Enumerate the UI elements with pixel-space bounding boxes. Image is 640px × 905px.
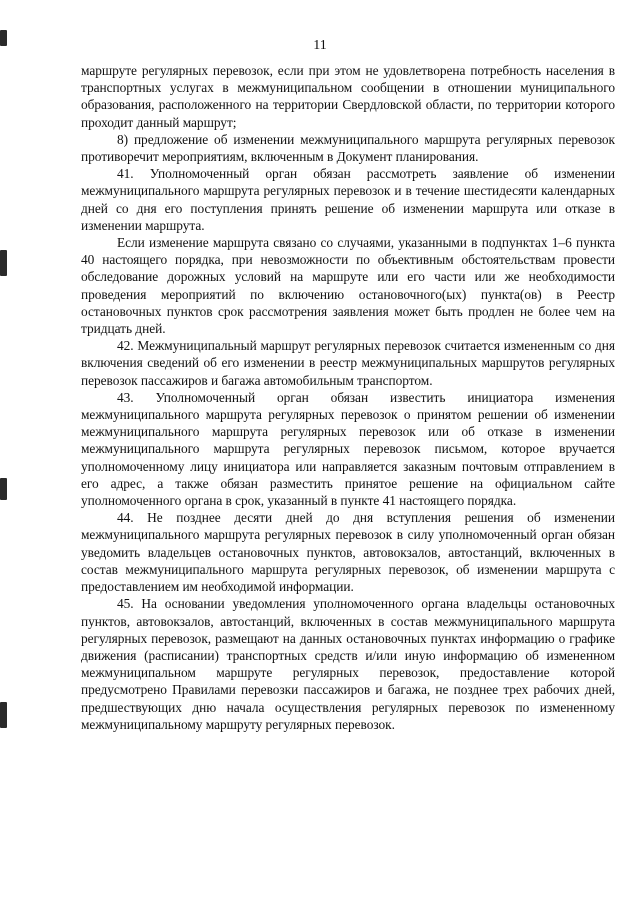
page-number: 11 bbox=[313, 38, 327, 53]
scan-binding-mark bbox=[0, 478, 7, 500]
scan-binding-mark bbox=[0, 250, 7, 276]
paragraph-42: 42. Межмуниципальный маршрут регулярных перевозок считается измененным со дня включения сведений об его изменении в реестр межмуниципальных маршрутов регулярных перевозок пассажиров и багажа автомобильным транспортом. bbox=[81, 338, 615, 388]
scan-binding-mark bbox=[0, 702, 7, 728]
paragraph-44: 44. Не позднее десяти дней до дня вступления решения об изменении межмуниципального маршрута регулярных перевозок в силу уполномоченный орган обязан уведомить владельцев остановочных пунктов, автовокзалов, автостанций, включенных в состав межмуниципального маршрута регулярных перевозок, об изменении маршрута с предоставлением им необходимой информации. bbox=[81, 510, 615, 595]
paragraph-43: 43. Уполномоченный орган обязан известить инициатора изменения межмуниципального маршрута регулярных перевозок о принятом решении об изменении межмуниципального маршрута регулярных перевозок или об отказе в изменении межмуниципального маршрута регулярных перевозок письмом, которое вручается уполномоченному лицу инициатора или направляется заказным почтовым отправлением в его адрес, а также обязан разместить принятое решение на официальном сайте уполномоченного органа в срок, указанный в пункте 41 настоящего порядка. bbox=[81, 389, 615, 509]
paragraph-41: 41. Уполномоченный орган обязан рассмотреть заявление об изменении межмуниципального маршрута регулярных перевозок и в течение шестидесяти календарных дней со дня его поступления принять решение об изменении маршрута или отказе в изменении маршрута. bbox=[81, 166, 615, 233]
paragraph-45: 45. На основании уведомления уполномоченного органа владельцы остановочных пунктов, автовокзалов, автостанций, включенных в состав межмуниципального маршрута регулярных перевозок, размещают на данных остановочных пунктах информацию о графике движения (расписании) транспортных средств и/или иную информацию об измененном межмуниципальном маршруте регулярных перевозок, предоставление которой предусмотрено Правилами перевозки пассажиров и багажа, не позднее трех рабочих дней, предшествующих дню начала осуществления регулярных перевозок по измененному межмуниципальному маршруту регулярных перевозок. bbox=[81, 596, 615, 732]
document-body bbox=[81, 62, 615, 733]
paragraph-41-extension: Если изменение маршрута связано со случаями, указанными в подпунктах 1–6 пункта 40 настоящего порядка, при невозможности по объективным обстоятельствам провести обследование дорожных условий на маршруте или его части или же необходимости проведения мероприятий по включению остановочного(ых) пункта(ов) в Реестр остановочных пунктов срок рассмотрения заявления может быть продлен не более чем на тридцать дней. bbox=[81, 235, 615, 337]
paragraph-continuation: маршруте регулярных перевозок, если при этом не удовлетворена потребность населения в транспортных услугах в межмуниципальном сообщении в отношении муниципального образования, расположенного на территории Свердловской области, по территории которого проходит данный маршрут; bbox=[81, 63, 615, 130]
paragraph-item-8: 8) предложение об изменении межмуниципального маршрута регулярных перевозок противоречит мероприятиям, включенным в Документ планирования. bbox=[81, 131, 615, 165]
